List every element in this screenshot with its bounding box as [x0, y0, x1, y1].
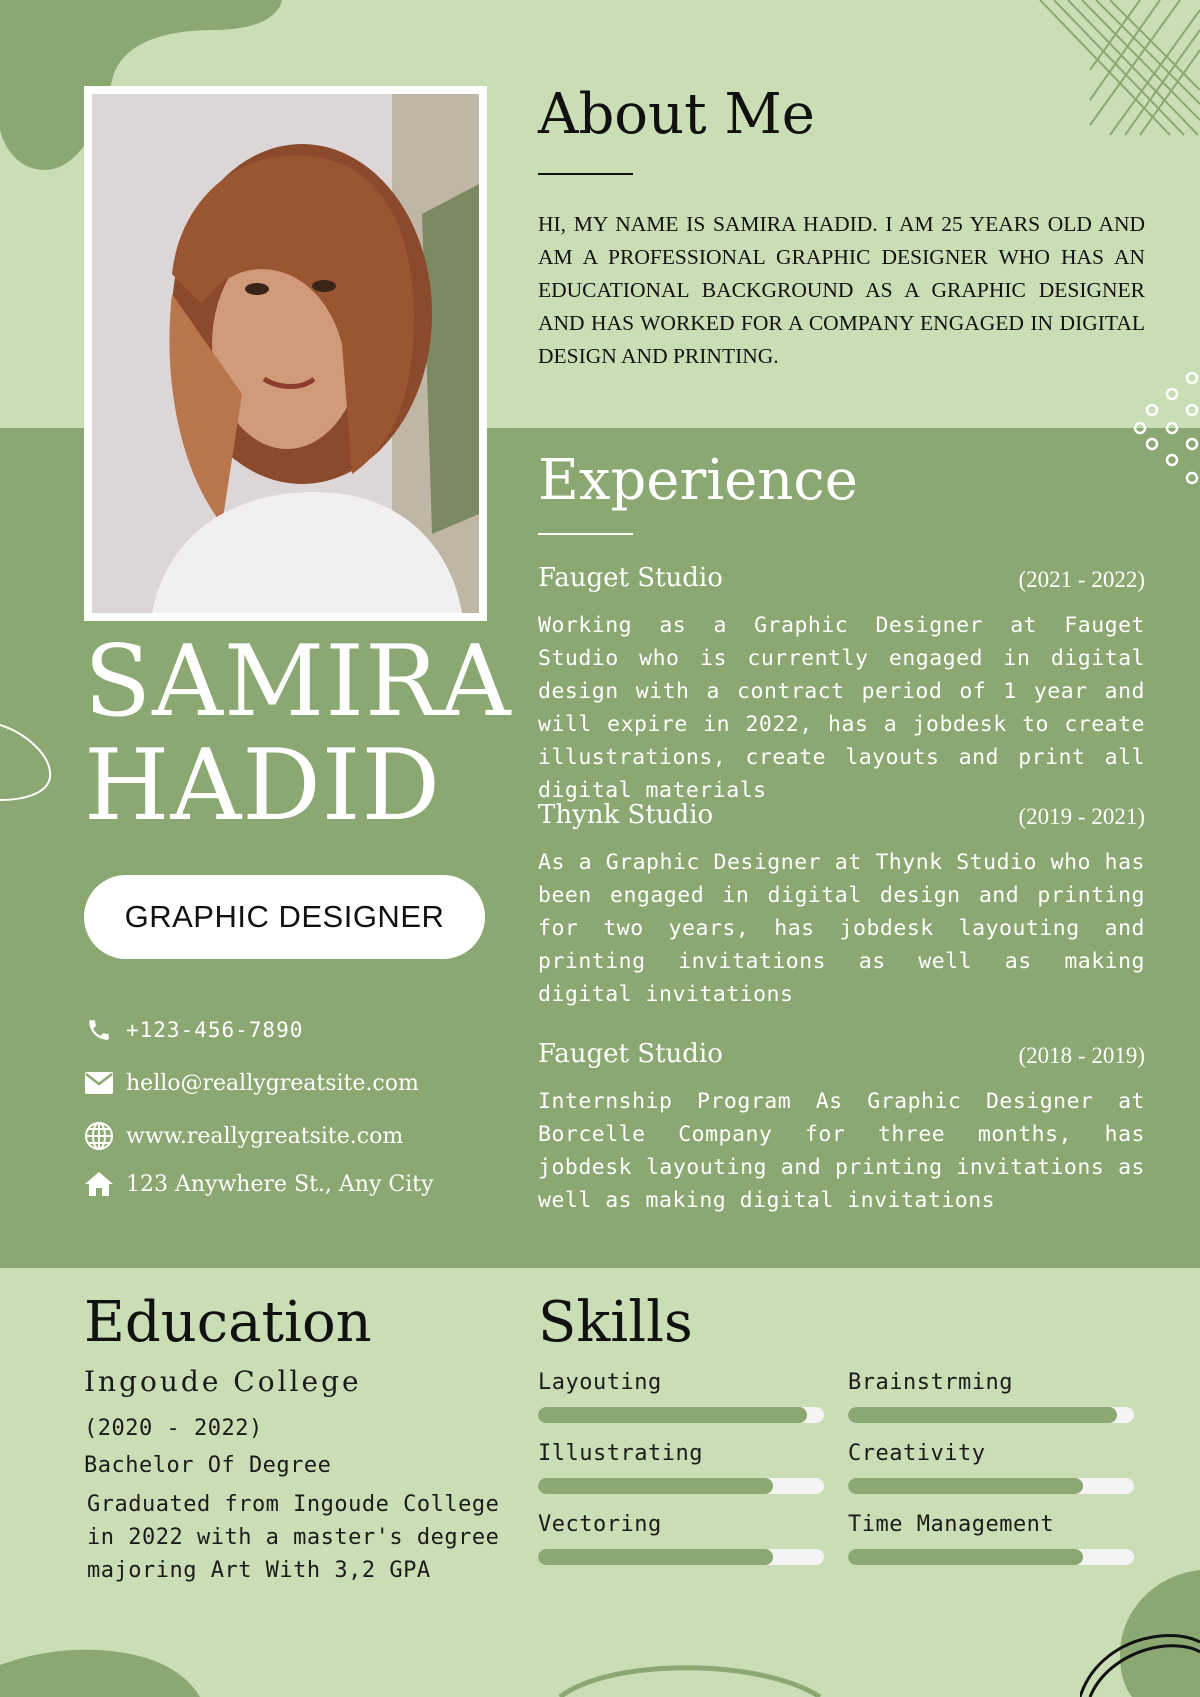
arc-bottom-decoration	[550, 1650, 830, 1697]
experience-description: Internship Program As Graphic Designer at Borcelle Company for three months, has jobdesk layouting and printing invitations as well as making digital invitations	[538, 1089, 1145, 1213]
skill-item	[538, 1512, 824, 1565]
experience-years: (2019 - 2021)	[1018, 804, 1145, 829]
skill-label: Layouting	[538, 1370, 662, 1395]
experience-title: Experience	[538, 448, 858, 513]
role-badge: GRAPHIC DESIGNER	[84, 875, 485, 959]
skill-label: Time Management	[848, 1512, 1055, 1537]
skill-label: Vectoring	[538, 1512, 662, 1537]
skill-bar-fill	[848, 1549, 1083, 1565]
home-icon	[84, 1169, 114, 1199]
blob-bottom-right-decoration	[1080, 1570, 1200, 1697]
skill-bar-fill	[538, 1407, 807, 1423]
education-degree: Bachelor Of Degree	[84, 1453, 332, 1478]
skill-item	[848, 1512, 1134, 1565]
leaf-outline-decoration	[0, 715, 60, 805]
skill-label: Brainstrming	[848, 1370, 1013, 1395]
about-title-rule	[538, 173, 633, 175]
skill-bar	[848, 1549, 1134, 1565]
skill-item	[848, 1370, 1134, 1423]
crosshatch-decoration	[1030, 0, 1200, 140]
first-name: SAMIRA	[84, 625, 512, 739]
profile-photo-frame	[84, 86, 487, 621]
about-text: HI, MY NAME IS SAMIRA HADID. I AM 25 YEARS OLD AND AM A PROFESSIONAL GRAPHIC DESIGNER WHO HAS AN EDUCATIONAL BACKGROUND AS A GRAPHIC DESIGNER AND HAS WORKED FOR A COMPANY ENGAGED IN DIGITAL DESIGN AND PRINTING.	[538, 212, 1145, 368]
skills-title: Skills	[538, 1290, 693, 1355]
skill-bar	[848, 1478, 1134, 1494]
envelope-icon	[84, 1068, 114, 1098]
skill-bar-fill	[538, 1478, 773, 1494]
education-title: Education	[84, 1290, 372, 1355]
phone-text: +123-456-7890	[126, 1018, 304, 1042]
experience-description: As a Graphic Designer at Thynk Studio who has been engaged in digital design and printing for two years, has jobdesk layouting and printing invitations as well as making digital invitations	[538, 850, 1145, 1007]
skill-label: Creativity	[848, 1441, 986, 1466]
skill-item	[848, 1441, 1134, 1494]
skill-bar	[538, 1549, 824, 1565]
globe-icon	[84, 1121, 114, 1151]
skill-label: Illustrating	[538, 1441, 703, 1466]
profile-photo	[92, 94, 479, 613]
experience-years: (2021 - 2022)	[1018, 567, 1145, 592]
experience-company: Fauget Studio	[538, 1039, 723, 1069]
education-years: (2020 - 2022)	[84, 1416, 263, 1441]
last-name: HADID	[84, 729, 442, 843]
full-name	[84, 625, 512, 843]
contact-website	[84, 1121, 403, 1151]
dots-decoration	[1132, 368, 1200, 488]
education-college: Ingoude College	[84, 1365, 362, 1398]
experience-title-rule	[538, 533, 633, 535]
skill-bar	[848, 1407, 1134, 1423]
address-text: 123 Anywhere St., Any City	[126, 1171, 434, 1197]
email-link[interactable]: hello@reallygreatsite.com	[126, 1070, 419, 1096]
blob-bottom-left-decoration	[0, 1645, 200, 1697]
skill-bar	[538, 1407, 824, 1423]
experience-company: Thynk Studio	[538, 800, 714, 830]
experience-company: Fauget Studio	[538, 563, 723, 593]
website-link[interactable]: www.reallygreatsite.com	[126, 1123, 404, 1149]
contact-phone	[84, 1015, 303, 1045]
skill-bar-fill	[848, 1478, 1083, 1494]
contact-address	[84, 1169, 434, 1199]
experience-description: Working as a Graphic Designer at Fauget Studio who is currently engaged in digital design with a contract period of 1 year and will expire in 2022, has a jobdesk to create illustrations, create layouts and print all digital materials	[538, 613, 1145, 803]
phone-icon	[84, 1015, 114, 1045]
education-description: Graduated from Ingoude College in 2022 with a master's degree majoring Art With 3,2 GPA	[87, 1492, 500, 1583]
contact-email	[84, 1068, 419, 1098]
about-title: About Me	[538, 82, 815, 147]
experience-years: (2018 - 2019)	[1018, 1043, 1145, 1068]
skill-item	[538, 1370, 824, 1423]
skill-item	[538, 1441, 824, 1494]
skill-bar-fill	[848, 1407, 1117, 1423]
skill-bar-fill	[538, 1549, 773, 1565]
skill-bar	[538, 1478, 824, 1494]
